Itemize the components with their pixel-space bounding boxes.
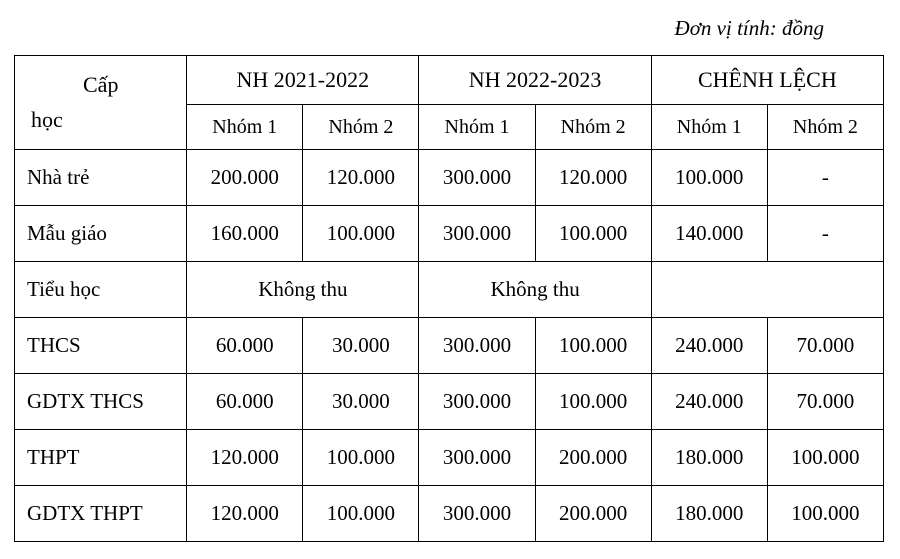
table-body xyxy=(15,150,884,542)
table-row xyxy=(15,374,884,430)
cell-value: 100.000 xyxy=(303,206,419,262)
cell-value: 30.000 xyxy=(303,318,419,374)
cell-value: 100.000 xyxy=(767,430,883,486)
cell-value: 100.000 xyxy=(303,486,419,542)
cell-value: 300.000 xyxy=(419,374,535,430)
header-level-line1: Cấp xyxy=(83,72,119,98)
header-cell-level xyxy=(15,56,187,150)
cell-value: 100.000 xyxy=(535,206,651,262)
cell-value: 30.000 xyxy=(303,374,419,430)
cell-value: 100.000 xyxy=(303,430,419,486)
table-row xyxy=(15,430,884,486)
cell-value xyxy=(651,262,883,318)
row-label: Tiểu học xyxy=(15,262,187,318)
unit-note: Đơn vị tính: đồng xyxy=(674,16,824,40)
fee-table-container xyxy=(14,55,884,542)
cell-value: 240.000 xyxy=(651,374,767,430)
cell-value: 300.000 xyxy=(419,318,535,374)
header-row-years xyxy=(15,56,884,105)
cell-value: Không thu xyxy=(187,262,419,318)
cell-value: 120.000 xyxy=(187,486,303,542)
cell-value: 180.000 xyxy=(651,486,767,542)
cell-value: 100.000 xyxy=(535,374,651,430)
header-cell-group-1a: Nhóm 1 xyxy=(187,105,303,150)
cell-value: 140.000 xyxy=(651,206,767,262)
header-cell-group-2c: Nhóm 2 xyxy=(767,105,883,150)
cell-value: 100.000 xyxy=(535,318,651,374)
table-row xyxy=(15,262,884,318)
cell-value: 240.000 xyxy=(651,318,767,374)
cell-value: Không thu xyxy=(419,262,651,318)
header-cell-group-2a: Nhóm 2 xyxy=(303,105,419,150)
header-cell-difference: CHÊNH LỆCH xyxy=(651,56,883,105)
cell-value: 120.000 xyxy=(303,150,419,206)
table-row xyxy=(15,206,884,262)
header-level-line2: học xyxy=(31,106,63,132)
cell-value: 100.000 xyxy=(651,150,767,206)
row-label: Nhà trẻ xyxy=(15,150,187,206)
cell-value: 70.000 xyxy=(767,374,883,430)
cell-value: 300.000 xyxy=(419,206,535,262)
cell-value: 200.000 xyxy=(535,486,651,542)
cell-value: 70.000 xyxy=(767,318,883,374)
row-label: THPT xyxy=(15,430,187,486)
header-cell-group-2b: Nhóm 2 xyxy=(535,105,651,150)
row-label: THCS xyxy=(15,318,187,374)
header-cell-group-1c: Nhóm 1 xyxy=(651,105,767,150)
cell-value: 60.000 xyxy=(187,318,303,374)
cell-value: 100.000 xyxy=(767,486,883,542)
cell-value: 120.000 xyxy=(187,430,303,486)
cell-value: 160.000 xyxy=(187,206,303,262)
cell-value: 120.000 xyxy=(535,150,651,206)
row-label: Mẫu giáo xyxy=(15,206,187,262)
row-label: GDTX THCS xyxy=(15,374,187,430)
table-row xyxy=(15,150,884,206)
cell-value: 200.000 xyxy=(187,150,303,206)
cell-value: 60.000 xyxy=(187,374,303,430)
tuition-fee-table xyxy=(14,55,884,542)
cell-value: 300.000 xyxy=(419,486,535,542)
table-row xyxy=(15,318,884,374)
cell-value: 300.000 xyxy=(419,150,535,206)
header-cell-year-2022-2023: NH 2022-2023 xyxy=(419,56,651,105)
table-header xyxy=(15,56,884,150)
cell-value: - xyxy=(767,150,883,206)
header-cell-year-2021-2022: NH 2021-2022 xyxy=(187,56,419,105)
cell-value: - xyxy=(767,206,883,262)
cell-value: 180.000 xyxy=(651,430,767,486)
header-cell-group-1b: Nhóm 1 xyxy=(419,105,535,150)
row-label: GDTX THPT xyxy=(15,486,187,542)
cell-value: 300.000 xyxy=(419,430,535,486)
table-row xyxy=(15,486,884,542)
cell-value: 200.000 xyxy=(535,430,651,486)
